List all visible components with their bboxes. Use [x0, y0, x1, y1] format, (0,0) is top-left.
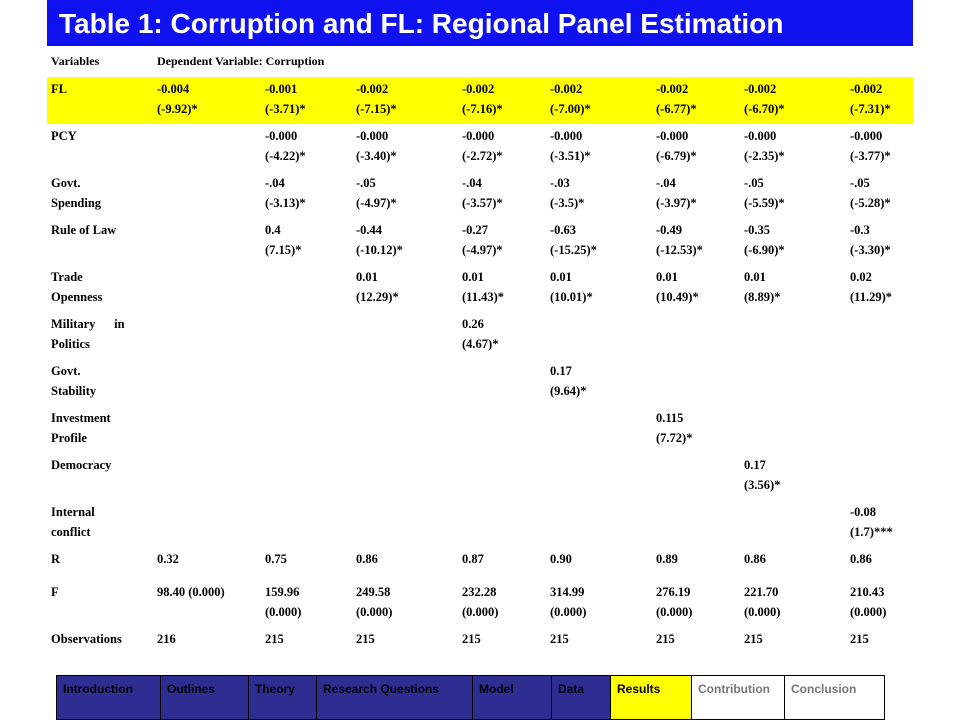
table-cell — [652, 77, 740, 124]
table-row — [47, 218, 913, 265]
table-cell — [352, 77, 458, 124]
table-cell — [846, 77, 913, 124]
table-cell — [261, 500, 352, 547]
statistic-value: (11.43)* — [462, 290, 505, 304]
statistic-value: (-2.72)* — [462, 149, 503, 163]
nav-item-theory[interactable]: Theory — [248, 675, 316, 720]
table-cell — [846, 171, 913, 218]
table-cell — [261, 265, 352, 312]
coefficient-value: 210.43 — [850, 585, 885, 599]
table-cell — [740, 124, 846, 171]
coefficient-value: -0.004 — [157, 82, 190, 96]
row-label — [47, 580, 153, 627]
table-cell — [352, 124, 458, 171]
statistic-value: (12.29)* — [356, 290, 399, 304]
table-cell — [546, 580, 652, 627]
coefficient-value: -0.000 — [850, 129, 883, 143]
table-cell — [458, 218, 546, 265]
table-cell — [546, 453, 652, 500]
coefficient-value: -.05 — [356, 176, 376, 190]
table-cell — [652, 359, 740, 406]
coefficient-value: 215 — [850, 632, 869, 646]
table-cell — [846, 453, 913, 500]
table-row — [47, 547, 913, 580]
table-row — [47, 265, 913, 312]
header-variables: Variables — [51, 54, 100, 68]
table-cell — [846, 580, 913, 627]
slide-title: Table 1: Corruption and FL: Regional Panel Estimation — [47, 0, 913, 46]
table-cell — [546, 218, 652, 265]
statistic-value: (-4.97)* — [462, 243, 503, 257]
row-label — [47, 265, 153, 312]
statistic-value: (7.15)* — [265, 243, 302, 257]
statistic-value: (11.29)* — [850, 290, 893, 304]
table-cell — [153, 359, 261, 406]
table-row — [47, 124, 913, 171]
table-cell — [846, 627, 913, 660]
statistic-value: (0.000) — [550, 605, 587, 619]
table-cell — [458, 453, 546, 500]
coefficient-value: -0.08 — [850, 505, 877, 519]
table-cell — [846, 406, 913, 453]
row-label-line: Spending — [51, 196, 102, 210]
statistic-value: (-12.53)* — [656, 243, 703, 257]
table-cell — [261, 406, 352, 453]
statistic-value: (-3.57)* — [462, 196, 503, 210]
row-label — [47, 547, 153, 580]
statistic-value: (-6.79)* — [656, 149, 697, 163]
nav-item-conclusion[interactable]: Conclusion — [784, 675, 885, 720]
statistic-value: (0.000) — [744, 605, 781, 619]
coefficient-value: 215 — [265, 632, 284, 646]
table-cell — [458, 547, 546, 580]
table-cell — [652, 218, 740, 265]
table-cell — [153, 453, 261, 500]
statistic-value: (0.000) — [850, 605, 887, 619]
statistic-value: (-6.77)* — [656, 102, 697, 116]
statistic-value: (7.72)* — [656, 431, 693, 445]
coefficient-value: 232.28 — [462, 585, 497, 599]
row-label — [47, 312, 153, 359]
coefficient-value: 0.17 — [550, 364, 572, 378]
statistic-value: (9.64)* — [550, 384, 587, 398]
table-cell — [458, 359, 546, 406]
table-cell — [546, 359, 652, 406]
statistic-value: (-15.25)* — [550, 243, 597, 257]
coefficient-value: 0.86 — [356, 552, 378, 566]
table-cell — [740, 580, 846, 627]
table-cell — [261, 171, 352, 218]
table-cell — [740, 359, 846, 406]
coefficient-value: -.04 — [265, 176, 285, 190]
statistic-value: (-3.51)* — [550, 149, 591, 163]
statistic-value: (-9.92)* — [157, 102, 198, 116]
statistic-value: (4.67)* — [462, 337, 499, 351]
table-cell — [652, 171, 740, 218]
coefficient-value: -0.002 — [744, 82, 777, 96]
coefficient-value: -0.000 — [356, 129, 389, 143]
statistic-value: (-6.90)* — [744, 243, 785, 257]
coefficient-value: -0.000 — [265, 129, 298, 143]
coefficient-value: 159.96 — [265, 585, 300, 599]
row-label-line: Observations — [51, 632, 122, 646]
table-cell — [261, 627, 352, 660]
table-cell — [546, 547, 652, 580]
table-cell — [846, 359, 913, 406]
table-header-row — [47, 51, 913, 77]
row-label-line: FL — [51, 82, 67, 96]
table-cell — [153, 406, 261, 453]
table-cell — [352, 547, 458, 580]
table-cell — [261, 580, 352, 627]
statistic-value: (-7.15)* — [356, 102, 397, 116]
header-dependent-variable: Dependent Variable: Corruption — [157, 54, 325, 68]
table-cell — [153, 547, 261, 580]
table-cell — [458, 124, 546, 171]
table-cell — [546, 500, 652, 547]
coefficient-value: 0.115 — [656, 411, 684, 425]
statistic-value: (-4.97)* — [356, 196, 397, 210]
row-label-line: Stability — [51, 384, 97, 398]
row-label-line: Investment — [51, 411, 111, 425]
row-label-line: Openness — [51, 290, 103, 304]
statistic-value: (3.56)* — [744, 478, 781, 492]
row-label — [47, 500, 153, 547]
table-cell — [153, 312, 261, 359]
coefficient-value: -0.000 — [656, 129, 689, 143]
row-label-line: Military in — [51, 317, 125, 331]
table-cell — [352, 218, 458, 265]
statistic-value: (-3.5)* — [550, 196, 585, 210]
table-row — [47, 500, 913, 547]
row-label-line: Democracy — [51, 458, 112, 472]
table-cell — [153, 77, 261, 124]
table-cell — [652, 547, 740, 580]
statistic-value: (-3.13)* — [265, 196, 306, 210]
coefficient-value: -0.002 — [356, 82, 389, 96]
statistic-value: (-10.12)* — [356, 243, 403, 257]
results-table — [47, 51, 913, 660]
table-cell — [352, 312, 458, 359]
coefficient-value: -0.000 — [550, 129, 583, 143]
statistic-value: (0.000) — [265, 605, 302, 619]
table-cell — [153, 500, 261, 547]
table-cell — [740, 218, 846, 265]
table-cell — [740, 265, 846, 312]
table-cell — [652, 406, 740, 453]
coefficient-value: -0.3 — [850, 223, 870, 237]
table-cell — [261, 124, 352, 171]
statistic-value: (-7.00)* — [550, 102, 591, 116]
row-label-line: Govt. — [51, 176, 81, 190]
coefficient-value: 215 — [744, 632, 763, 646]
table-cell — [546, 312, 652, 359]
table-cell — [352, 627, 458, 660]
table-cell — [352, 580, 458, 627]
table-cell — [458, 265, 546, 312]
coefficient-value: 0.02 — [850, 270, 872, 284]
statistic-value: (-7.31)* — [850, 102, 891, 116]
table-cell — [846, 500, 913, 547]
coefficient-value: -.05 — [744, 176, 764, 190]
coefficient-value: 221.70 — [744, 585, 779, 599]
table-cell — [352, 359, 458, 406]
row-label-line: R — [51, 552, 61, 566]
table-cell — [546, 171, 652, 218]
table-cell — [153, 171, 261, 218]
table-cell — [458, 171, 546, 218]
table-cell — [352, 453, 458, 500]
coefficient-value: -0.27 — [462, 223, 489, 237]
table-cell — [261, 218, 352, 265]
table-row — [47, 627, 913, 660]
coefficient-value: 0.32 — [157, 552, 179, 566]
coefficient-value: -0.49 — [656, 223, 683, 237]
row-label — [47, 453, 153, 500]
statistic-value: (0.000) — [656, 605, 693, 619]
coefficient-value: 0.01 — [656, 270, 678, 284]
coefficient-value: 0.26 — [462, 317, 484, 331]
coefficient-value: -0.001 — [265, 82, 298, 96]
table-cell — [740, 171, 846, 218]
coefficient-value: 0.01 — [356, 270, 378, 284]
table-cell — [458, 77, 546, 124]
coefficient-value: -0.002 — [462, 82, 495, 96]
row-label-line: Trade — [51, 270, 83, 284]
nav-item-research-questions[interactable]: Research Questions — [316, 675, 472, 720]
table-cell — [153, 218, 261, 265]
table-cell — [846, 218, 913, 265]
coefficient-value: 0.17 — [744, 458, 766, 472]
coefficient-value: 0.89 — [656, 552, 678, 566]
statistic-value: (8.89)* — [744, 290, 781, 304]
table-cell — [458, 500, 546, 547]
table-cell — [352, 406, 458, 453]
row-label — [47, 171, 153, 218]
table-cell — [740, 453, 846, 500]
coefficient-value: 276.19 — [656, 585, 691, 599]
table-cell — [546, 265, 652, 312]
table-cell — [352, 171, 458, 218]
statistic-value: (-4.22)* — [265, 149, 306, 163]
table-cell — [846, 312, 913, 359]
coefficient-value: -.04 — [656, 176, 676, 190]
row-label — [47, 406, 153, 453]
statistic-value: (-2.35)* — [744, 149, 785, 163]
row-label-line: Internal — [51, 505, 95, 519]
table-cell — [846, 547, 913, 580]
nav-item-contribution[interactable]: Contribution — [691, 675, 784, 720]
coefficient-value: 215 — [656, 632, 675, 646]
table-cell — [153, 124, 261, 171]
table-cell — [740, 500, 846, 547]
table-cell — [261, 312, 352, 359]
statistic-value: (-7.16)* — [462, 102, 503, 116]
table-cell — [652, 453, 740, 500]
coefficient-value: -.03 — [550, 176, 570, 190]
coefficient-value: -0.002 — [656, 82, 689, 96]
row-label-line: F — [51, 585, 59, 599]
table-cell — [740, 627, 846, 660]
table-cell — [546, 77, 652, 124]
row-label — [47, 124, 153, 171]
table-cell — [740, 547, 846, 580]
table-cell — [740, 406, 846, 453]
table-row — [47, 359, 913, 406]
row-label — [47, 359, 153, 406]
row-label — [47, 77, 153, 124]
table-cell — [546, 124, 652, 171]
statistic-value: (10.49)* — [656, 290, 699, 304]
coefficient-value: 249.58 — [356, 585, 391, 599]
coefficient-value: 0.4 — [265, 223, 281, 237]
table-cell — [740, 77, 846, 124]
statistic-value: (-3.97)* — [656, 196, 697, 210]
table-cell — [652, 627, 740, 660]
coefficient-value: 98.40 (0.000) — [157, 585, 225, 599]
row-label-line: Politics — [51, 337, 90, 351]
coefficient-value: -.04 — [462, 176, 482, 190]
table-cell — [261, 547, 352, 580]
table-cell — [458, 312, 546, 359]
coefficient-value: -0.002 — [550, 82, 583, 96]
table-row — [47, 453, 913, 500]
table-row — [47, 406, 913, 453]
coefficient-value: 0.86 — [744, 552, 766, 566]
row-label — [47, 627, 153, 660]
row-label-line: PCY — [51, 129, 77, 143]
table-cell — [261, 453, 352, 500]
row-label-line: Rule of Law — [51, 223, 117, 237]
coefficient-value: -0.44 — [356, 223, 383, 237]
statistic-value: (10.01)* — [550, 290, 593, 304]
table-cell — [352, 500, 458, 547]
statistic-value: (-5.28)* — [850, 196, 891, 210]
coefficient-value: 0.01 — [550, 270, 572, 284]
statistic-value: (-3.71)* — [265, 102, 306, 116]
coefficient-value: 0.90 — [550, 552, 572, 566]
statistic-value: (0.000) — [356, 605, 393, 619]
table-cell — [458, 580, 546, 627]
table-cell — [458, 627, 546, 660]
coefficient-value: 215 — [356, 632, 375, 646]
coefficient-value: 0.87 — [462, 552, 484, 566]
coefficient-value: 314.99 — [550, 585, 585, 599]
coefficient-value: -0.002 — [850, 82, 883, 96]
coefficient-value: -0.000 — [462, 129, 495, 143]
statistic-value: (-3.40)* — [356, 149, 397, 163]
row-label-line: conflict — [51, 525, 91, 539]
coefficient-value: 216 — [157, 632, 176, 646]
row-label — [47, 218, 153, 265]
table-cell — [153, 627, 261, 660]
table-cell — [546, 627, 652, 660]
coefficient-value: 215 — [550, 632, 569, 646]
statistic-value: (1.7)*** — [850, 525, 893, 539]
nav-item-introduction[interactable]: Introduction — [56, 675, 160, 720]
nav-item-data[interactable]: Data — [551, 675, 610, 720]
table-row — [47, 312, 913, 359]
row-label-line: Govt. — [51, 364, 81, 378]
table-cell — [652, 312, 740, 359]
table-cell — [261, 359, 352, 406]
statistic-value: (-3.30)* — [850, 243, 891, 257]
statistic-value: (-3.77)* — [850, 149, 891, 163]
coefficient-value: 0.86 — [850, 552, 872, 566]
coefficient-value: 0.01 — [744, 270, 766, 284]
statistic-value: (-6.70)* — [744, 102, 785, 116]
statistic-value: (0.000) — [462, 605, 499, 619]
nav-item-results[interactable]: Results — [610, 675, 691, 720]
coefficient-value: 0.75 — [265, 552, 287, 566]
nav-item-outlines[interactable]: Outlines — [160, 675, 248, 720]
coefficient-value: -0.63 — [550, 223, 577, 237]
table-cell — [652, 500, 740, 547]
statistic-value: (-5.59)* — [744, 196, 785, 210]
coefficient-value: 0.01 — [462, 270, 484, 284]
table-cell — [846, 265, 913, 312]
table-cell — [652, 580, 740, 627]
table-row — [47, 171, 913, 218]
section-nav-bar — [56, 675, 885, 720]
table-cell — [153, 265, 261, 312]
coefficient-value: 215 — [462, 632, 481, 646]
table-cell — [352, 265, 458, 312]
coefficient-value: -0.000 — [744, 129, 777, 143]
table-cell — [261, 77, 352, 124]
table-row — [47, 580, 913, 627]
coefficient-value: -.05 — [850, 176, 870, 190]
table-cell — [652, 265, 740, 312]
table-cell — [153, 580, 261, 627]
table-cell — [846, 124, 913, 171]
table-cell — [652, 124, 740, 171]
coefficient-value: -0.35 — [744, 223, 771, 237]
table-row — [47, 77, 913, 124]
row-label-line: Profile — [51, 431, 87, 445]
nav-item-model[interactable]: Model — [472, 675, 551, 720]
table-cell — [458, 406, 546, 453]
table-cell — [740, 312, 846, 359]
table-cell — [546, 406, 652, 453]
